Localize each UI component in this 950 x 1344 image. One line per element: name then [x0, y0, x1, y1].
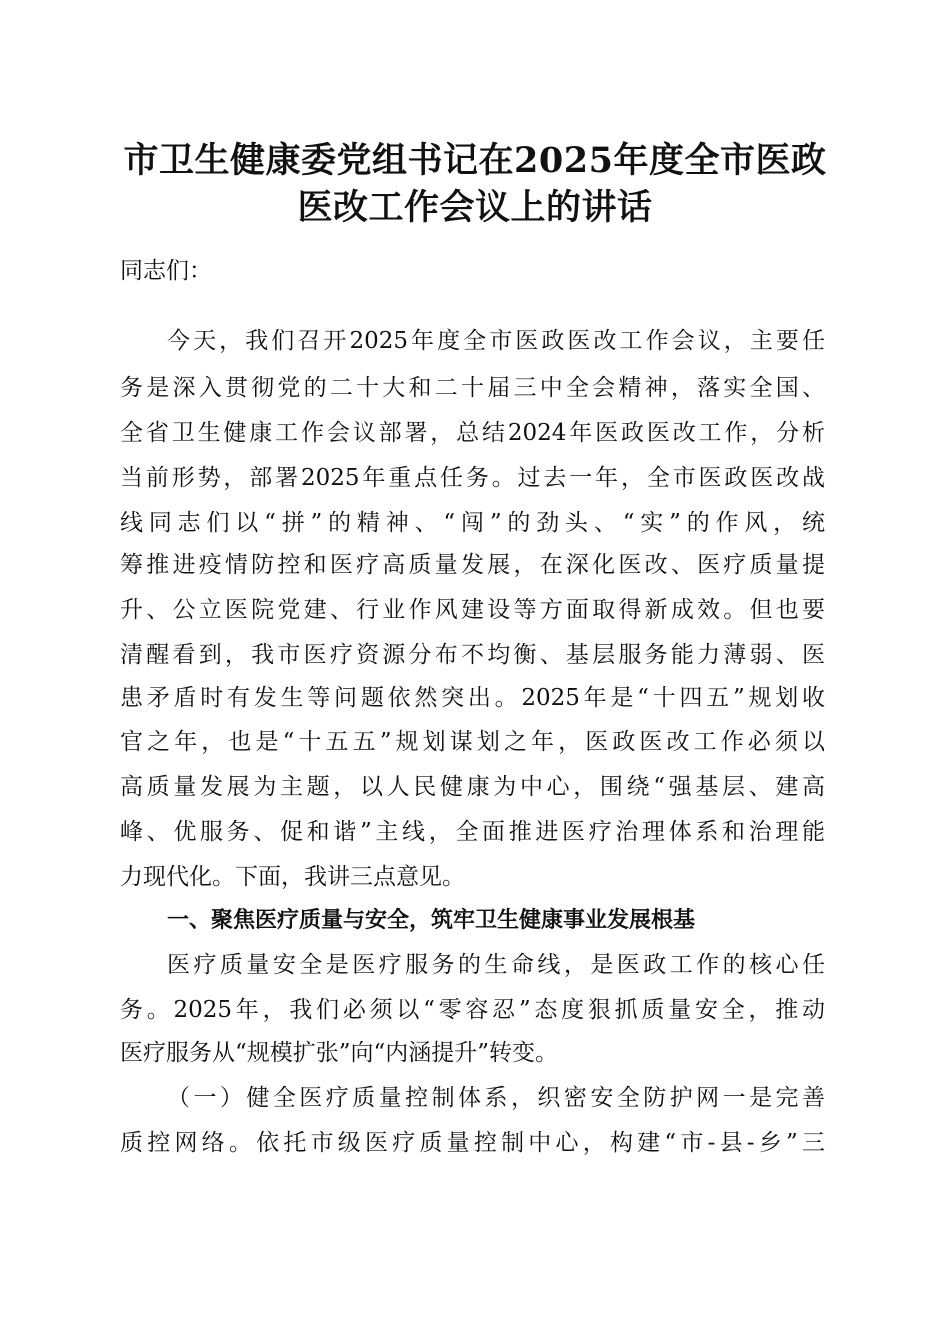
document-title-line-1: 市卫生健康委党组书记在2025年度全市医政 [123, 140, 827, 181]
paragraph-line: 质控网络。依托市级医疗质量控制中心，构建“市-县-乡”三 [120, 1130, 825, 1156]
paragraph-line: 患矛盾时有发生等问题依然突出。2025年是“十四五”规划收 [120, 685, 825, 711]
paragraph-line: 当前形势，部署2025年重点任务。过去一年，全市医政医改战 [120, 465, 825, 491]
paragraph-line: 力现代化。下面，我讲三点意见。 [120, 864, 465, 890]
paragraph-line: 升、公立医院党建、行业作风建设等方面取得新成效。但也要 [120, 597, 825, 623]
paragraph-line: 务。2025年，我们必须以“零容忍”态度狠抓质量安全，推动 [120, 997, 825, 1023]
paragraph-line: 今天，我们召开2025年度全市医政医改工作会议，主要任 [167, 328, 825, 354]
paragraph-line: 峰、优服务、促和谐”主线，全面推进医疗治理体系和治理能 [120, 819, 825, 845]
paragraph-line: 筹推进疫情防控和医疗高质量发展，在深化医改、医疗质量提 [120, 552, 825, 578]
paragraph-line: 清醒看到，我市医疗资源分布不均衡、基层服务能力薄弱、医 [120, 642, 825, 668]
paragraph-line: 务是深入贯彻党的二十大和二十届三中全会精神，落实全国、 [120, 375, 825, 401]
subsection-inline-text: 一是完善 [722, 1085, 826, 1111]
subsection-line [167, 1083, 825, 1113]
paragraph-line: 高质量发展为主题，以人民健康为中心，围绕“强基层、建高 [120, 774, 825, 800]
paragraph-line: 医疗质量安全是医疗服务的生命线，是医政工作的核心任 [167, 952, 825, 978]
salutation: 同志们： [120, 258, 212, 284]
document-title-line-2: 医改工作会议上的讲话 [297, 187, 653, 228]
paragraph-line: 医疗服务从“规模扩张”向“内涵提升”转变。 [120, 1040, 559, 1066]
subsection-heading: （一）健全医疗质量控制体系，织密安全防护网 [167, 1085, 723, 1111]
paragraph-line: 全省卫生健康工作会议部署，总结2024年医政医改工作，分析 [120, 420, 825, 446]
paragraph-line: 官之年，也是“十五五”规划谋划之年，医政医改工作必须以 [120, 729, 825, 755]
paragraph-line: 线同志们以“拼”的精神、“闯”的劲头、“实”的作风，统 [120, 510, 825, 536]
section-heading: 一、聚焦医疗质量与安全，筑牢卫生健康事业发展根基 [167, 908, 696, 933]
